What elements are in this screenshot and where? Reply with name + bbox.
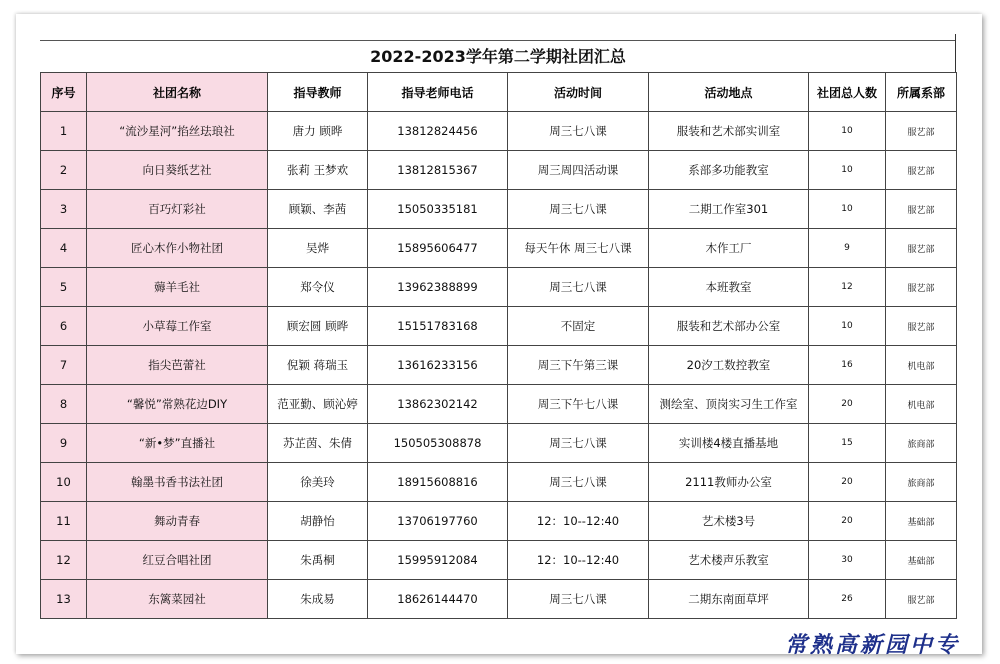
cell-count: 9	[809, 229, 886, 268]
cell-name: 百巧灯彩社	[87, 190, 268, 229]
cell-name: “馨悦”常熟花边DIY	[87, 385, 268, 424]
header-count: 社团总人数	[809, 73, 886, 112]
cell-name: 红豆合唱社团	[87, 541, 268, 580]
cell-dept: 旅商部	[886, 463, 957, 502]
cell-time: 周三下午七八课	[508, 385, 649, 424]
cell-teacher: 唐力 顾晔	[268, 112, 368, 151]
cell-teacher: 范亚勤、顾沁婷	[268, 385, 368, 424]
header-time: 活动时间	[508, 73, 649, 112]
header-teacher: 指导教师	[268, 73, 368, 112]
cell-phone: 13962388899	[368, 268, 508, 307]
cell-name: 舞动青春	[87, 502, 268, 541]
cell-no: 4	[41, 229, 87, 268]
table-row	[41, 424, 957, 463]
cell-teacher: 朱成易	[268, 580, 368, 619]
cell-place: 二期东南面草坪	[649, 580, 809, 619]
cell-teacher: 顾颖、李茜	[268, 190, 368, 229]
cell-name: 指尖芭蕾社	[87, 346, 268, 385]
cell-dept: 服艺部	[886, 229, 957, 268]
cell-time: 周三七八课	[508, 463, 649, 502]
cell-name: 向日葵纸艺社	[87, 151, 268, 190]
table-row	[41, 463, 957, 502]
cell-teacher: 郑令仪	[268, 268, 368, 307]
cell-time: 周三周四活动课	[508, 151, 649, 190]
cell-dept: 服艺部	[886, 580, 957, 619]
cell-teacher: 苏芷茵、朱倩	[268, 424, 368, 463]
cell-no: 11	[41, 502, 87, 541]
club-table	[40, 72, 957, 619]
header-dept: 所属系部	[886, 73, 957, 112]
cell-teacher: 胡静怡	[268, 502, 368, 541]
table-row	[41, 112, 957, 151]
table-row	[41, 346, 957, 385]
cell-count: 16	[809, 346, 886, 385]
cell-place: 二期工作室301	[649, 190, 809, 229]
cell-dept: 基础部	[886, 502, 957, 541]
cell-phone: 18626144470	[368, 580, 508, 619]
cell-time: 每天午休 周三七八课	[508, 229, 649, 268]
cell-place: 系部多功能教室	[649, 151, 809, 190]
cell-time: 不固定	[508, 307, 649, 346]
header-phone: 指导老师电话	[368, 73, 508, 112]
cell-dept: 服艺部	[886, 112, 957, 151]
cell-count: 10	[809, 151, 886, 190]
cell-teacher: 朱禹桐	[268, 541, 368, 580]
cell-time: 周三七八课	[508, 112, 649, 151]
cell-name: 薅羊毛社	[87, 268, 268, 307]
cell-time: 周三七八课	[508, 424, 649, 463]
cell-no: 1	[41, 112, 87, 151]
cell-place: 2111教师办公室	[649, 463, 809, 502]
cell-count: 10	[809, 112, 886, 151]
cell-no: 6	[41, 307, 87, 346]
cell-no: 8	[41, 385, 87, 424]
cell-no: 9	[41, 424, 87, 463]
cell-count: 26	[809, 580, 886, 619]
cell-no: 5	[41, 268, 87, 307]
header-place: 活动地点	[649, 73, 809, 112]
cell-phone: 15151783168	[368, 307, 508, 346]
cell-no: 12	[41, 541, 87, 580]
cell-phone: 13706197760	[368, 502, 508, 541]
cell-dept: 服艺部	[886, 190, 957, 229]
cell-count: 20	[809, 385, 886, 424]
cell-no: 7	[41, 346, 87, 385]
cell-no: 3	[41, 190, 87, 229]
cell-time: 12：10--12:40	[508, 541, 649, 580]
cell-name: 翰墨书香书法社团	[87, 463, 268, 502]
cell-teacher: 吴烨	[268, 229, 368, 268]
table-row	[41, 229, 957, 268]
cell-count: 15	[809, 424, 886, 463]
cell-name: 东篱菜园社	[87, 580, 268, 619]
table-row	[41, 268, 957, 307]
cell-phone: 15995912084	[368, 541, 508, 580]
table-title: 2022-2023学年第二学期社团汇总	[40, 40, 956, 73]
cell-time: 周三七八课	[508, 190, 649, 229]
cell-phone: 13862302142	[368, 385, 508, 424]
table-row	[41, 190, 957, 229]
cell-time: 周三七八课	[508, 268, 649, 307]
cell-phone: 13812824456	[368, 112, 508, 151]
cell-place: 服装和艺术部办公室	[649, 307, 809, 346]
cell-place: 木作工厂	[649, 229, 809, 268]
cell-phone: 15050335181	[368, 190, 508, 229]
cell-time: 周三下午第三课	[508, 346, 649, 385]
cell-phone: 13616233156	[368, 346, 508, 385]
table-row	[41, 307, 957, 346]
cell-dept: 机电部	[886, 346, 957, 385]
cell-count: 20	[809, 463, 886, 502]
cell-no: 10	[41, 463, 87, 502]
cell-name: “流沙星河”掐丝珐琅社	[87, 112, 268, 151]
cell-teacher: 徐美玲	[268, 463, 368, 502]
cell-teacher: 顾宏圆 顾晔	[268, 307, 368, 346]
cell-time: 周三七八课	[508, 580, 649, 619]
cell-place: 艺术楼3号	[649, 502, 809, 541]
cell-count: 12	[809, 268, 886, 307]
table-row	[41, 502, 957, 541]
table-row	[41, 541, 957, 580]
cell-teacher: 倪颖 蒋瑞玉	[268, 346, 368, 385]
cell-count: 20	[809, 502, 886, 541]
cell-count: 30	[809, 541, 886, 580]
cell-phone: 15895606477	[368, 229, 508, 268]
cell-phone: 150505308878	[368, 424, 508, 463]
cell-phone: 18915608816	[368, 463, 508, 502]
cell-phone: 13812815367	[368, 151, 508, 190]
cell-name: “新•梦”直播社	[87, 424, 268, 463]
cell-place: 本班教室	[649, 268, 809, 307]
cell-place: 服装和艺术部实训室	[649, 112, 809, 151]
header-no: 序号	[41, 73, 87, 112]
cell-no: 13	[41, 580, 87, 619]
cell-dept: 机电部	[886, 385, 957, 424]
table-row	[41, 151, 957, 190]
cell-dept: 服艺部	[886, 307, 957, 346]
school-signature: 常熟高新园中专	[785, 632, 961, 658]
cell-dept: 服艺部	[886, 268, 957, 307]
cell-count: 10	[809, 307, 886, 346]
header-name: 社团名称	[87, 73, 268, 112]
cell-place: 艺术楼声乐教室	[649, 541, 809, 580]
table-row	[41, 580, 957, 619]
cell-no: 2	[41, 151, 87, 190]
cell-count: 10	[809, 190, 886, 229]
title-border-line	[955, 34, 956, 72]
table-row	[41, 385, 957, 424]
cell-place: 20汐工数控教室	[649, 346, 809, 385]
cell-dept: 旅商部	[886, 424, 957, 463]
cell-place: 实训楼4楼直播基地	[649, 424, 809, 463]
cell-place: 测绘室、顶岗实习生工作室	[649, 385, 809, 424]
cell-dept: 服艺部	[886, 151, 957, 190]
cell-teacher: 张莉 王梦欢	[268, 151, 368, 190]
header-row	[41, 73, 957, 112]
cell-name: 小草莓工作室	[87, 307, 268, 346]
cell-name: 匠心木作小物社团	[87, 229, 268, 268]
cell-time: 12：10--12:40	[508, 502, 649, 541]
cell-dept: 基础部	[886, 541, 957, 580]
